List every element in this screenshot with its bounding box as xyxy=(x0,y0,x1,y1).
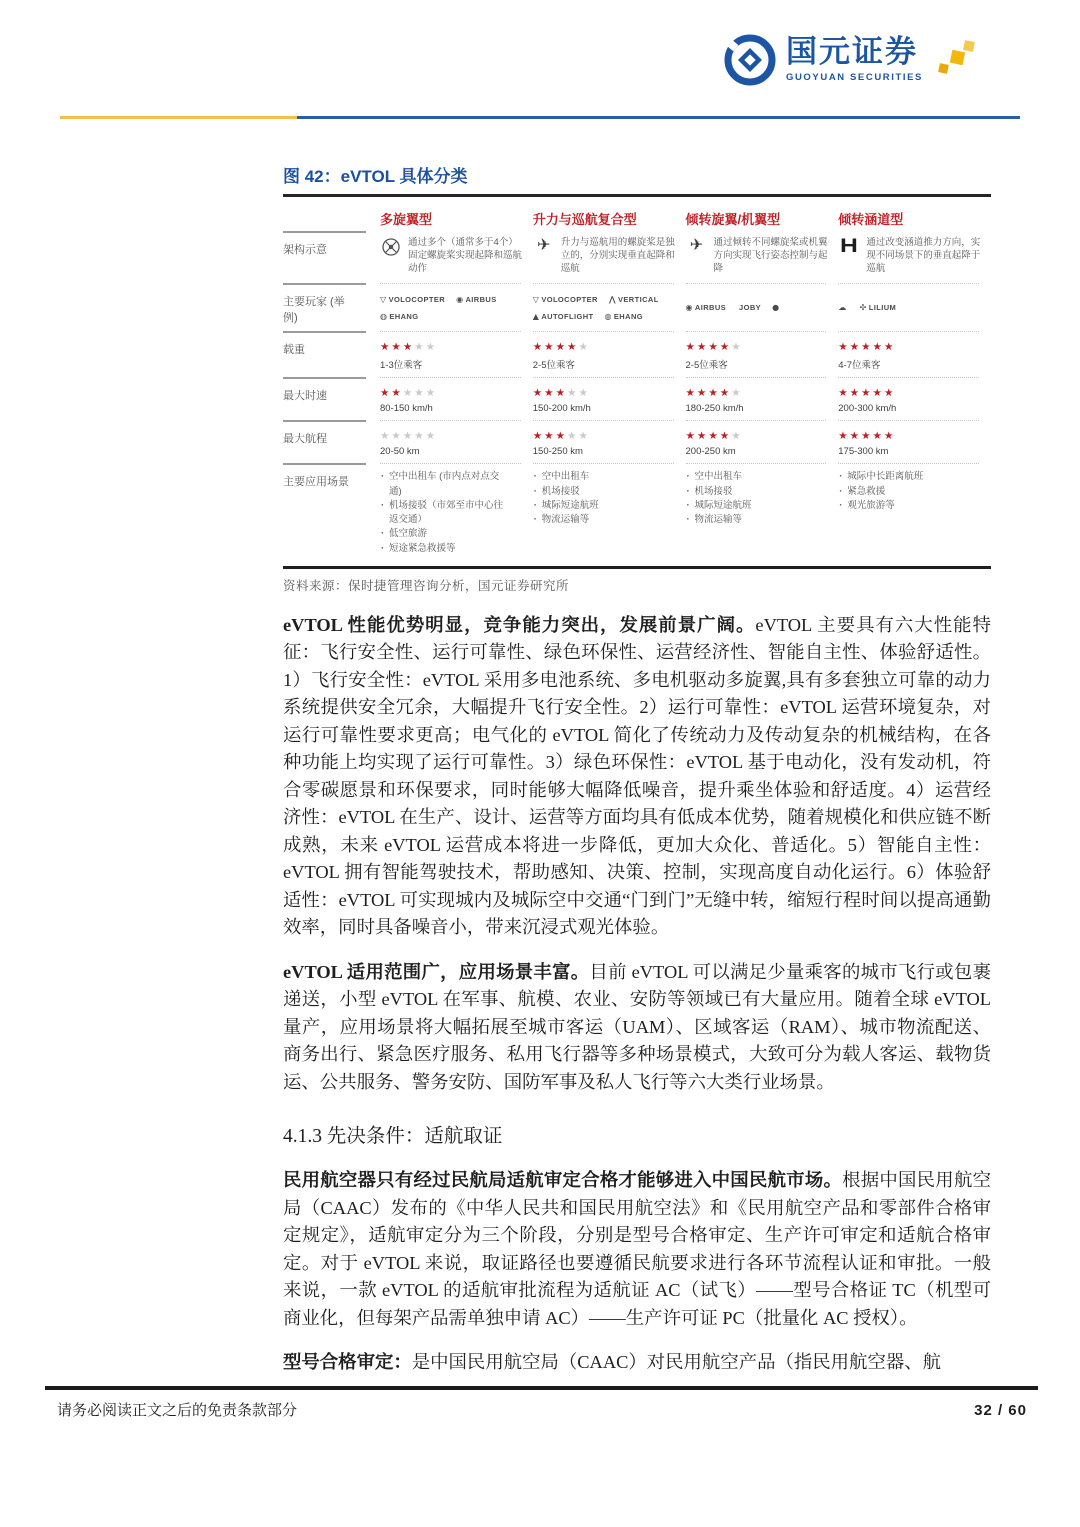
star-rating xyxy=(380,338,511,354)
header-divider xyxy=(60,116,1020,119)
scenario-item: · 机场接驳 xyxy=(686,485,817,499)
scenario-item: · 城际短途航班 xyxy=(686,499,817,513)
star-rating xyxy=(838,338,969,354)
scenario-item: · 短途紧急救援等 xyxy=(380,542,511,556)
star-icon: ★ xyxy=(544,341,556,354)
star-rating xyxy=(838,427,969,443)
architecture-cell xyxy=(380,231,533,283)
star-icon: ★ xyxy=(425,387,438,400)
star-icon: ★ xyxy=(544,387,556,400)
star-icon: ★ xyxy=(708,430,720,443)
player-logo-icon: ▲ xyxy=(532,311,540,321)
player-logo-label: VERTICAL xyxy=(617,295,659,305)
player-logo-icon: ◉ xyxy=(456,295,464,305)
scenario-item: · 空中出租车 xyxy=(533,470,664,484)
player-logo xyxy=(533,312,594,321)
player-logo-label: AIRBUS xyxy=(694,303,727,313)
player-logo xyxy=(838,303,848,312)
star-icon: ★ xyxy=(872,430,884,443)
star-icon: ★ xyxy=(532,430,545,443)
paragraph-lead: 民用航空器只有经过民航局适航审定合格才能够进入中国民航市场。 xyxy=(283,1170,843,1191)
row-label: 最大航程 xyxy=(283,420,366,463)
scenarios-cell xyxy=(380,463,521,564)
star-icon: ★ xyxy=(567,387,579,400)
brand-name-en: GUOYUAN SECURITIES xyxy=(785,72,923,83)
star-rating xyxy=(533,338,664,354)
page-number: 32 / 60 xyxy=(974,1402,1027,1419)
range-cell xyxy=(838,420,979,463)
star-icon: ★ xyxy=(425,341,438,354)
star-icon: ★ xyxy=(380,430,392,443)
player-logo xyxy=(456,295,497,304)
multirotor-icon xyxy=(380,237,402,261)
brand-name: 国元证券 xyxy=(785,34,918,70)
player-logo-label: AIRBUS xyxy=(465,295,497,305)
scenario-item: · 物流运输等 xyxy=(686,513,817,527)
scenario-item: · 物流运输等 xyxy=(533,513,664,527)
star-icon: ★ xyxy=(861,387,873,400)
column-header: 升力与巡航复合型 xyxy=(532,212,637,227)
player-logo xyxy=(737,303,761,312)
paragraph-text: 目前 eVTOL 可以满足少量乘客的城市飞行或包裹递送，小型 eVTOL 在军事、航模、农业、安防等领域已有大量应用。随着全球 eVTOL 量产，应用场景将大幅拓展至城市客运（UAM）、区域客运（RAM）、城市物流配送、商务出行、紧急医疗服务、私用飞行器等多种场景模式，大致可分为载人客运、载物货运、公共服务、警务安防、国防军事及私人飞行等六大类行业场景。 xyxy=(283,961,991,1092)
player-logo-icon: ✣ xyxy=(859,303,867,313)
player-logo-label: EHANG xyxy=(389,311,419,321)
player-logo-label: AUTOFLIGHT xyxy=(541,311,594,321)
row-label: 主要应用场景 xyxy=(283,463,366,564)
player-logo-label: VOLOCOPTER xyxy=(388,295,446,305)
star-icon: ★ xyxy=(391,430,403,443)
player-logo-icon: ◍ xyxy=(604,311,612,321)
scenario-item: · 空中出租车 (市内点对点交通) xyxy=(380,470,511,499)
player-logo xyxy=(605,312,643,321)
body-paragraph xyxy=(283,612,991,942)
scenario-item: · 机场接驳 xyxy=(533,485,664,499)
scenario-item: · 低空旅游 xyxy=(380,527,511,541)
report-content xyxy=(283,162,991,1394)
body-paragraph xyxy=(283,1349,991,1377)
figure-source: 资料来源：保时捷管理咨询分析，国元证券研究所 xyxy=(283,578,570,593)
paragraph-lead: eVTOL 性能优势明显，竞争能力突出，发展前景广阔。 xyxy=(283,614,756,635)
player-logo-icon: ▽ xyxy=(532,295,540,305)
brand-roundel-icon xyxy=(723,33,777,87)
star-icon: ★ xyxy=(380,341,392,354)
body-paragraph xyxy=(283,1167,991,1332)
star-icon: ★ xyxy=(696,387,709,400)
column-header: 倾转旋翼/机翼型 xyxy=(685,212,781,227)
speed-value: 200-300 km/h xyxy=(838,403,897,415)
star-icon: ★ xyxy=(719,387,732,400)
architecture-description: 升力与巡航用的螺旋桨是独立的，分别实现垂直起降和巡航 xyxy=(560,237,675,274)
range-value: 175-300 km xyxy=(838,446,889,458)
scenario-item: · 机场接驳（市郊至市中心往返交通） xyxy=(380,499,511,528)
player-logo-label: LILIUM xyxy=(868,303,897,313)
ducted-fan-icon: H xyxy=(840,236,859,257)
scenario-list xyxy=(533,470,664,527)
tilt-rotor-icon: ✈ xyxy=(689,235,704,254)
star-icon: ★ xyxy=(731,341,743,354)
player-logo-label: VOLOCOPTER xyxy=(541,295,598,305)
scenarios-cell xyxy=(838,463,979,564)
star-icon: ★ xyxy=(414,430,426,443)
scenario-item: · 城际短途航班 xyxy=(533,499,664,513)
payload-cell xyxy=(838,331,979,377)
player-logo-icon: ▽ xyxy=(380,295,387,305)
star-icon: ★ xyxy=(731,387,743,400)
lift-cruise-icon: ✈ xyxy=(537,235,551,254)
star-icon: ★ xyxy=(849,430,862,443)
payload-cell xyxy=(686,331,827,377)
star-icon: ★ xyxy=(872,341,884,354)
star-icon: ★ xyxy=(849,387,862,400)
star-icon: ★ xyxy=(883,387,896,400)
star-icon: ★ xyxy=(555,387,568,400)
star-icon: ★ xyxy=(838,341,850,354)
body-paragraph xyxy=(283,959,991,1097)
scenario-list xyxy=(380,470,511,556)
star-icon: ★ xyxy=(731,430,743,443)
star-icon: ★ xyxy=(380,387,392,400)
player-logo xyxy=(380,312,418,321)
star-icon: ★ xyxy=(555,341,568,354)
speed-cell xyxy=(380,377,521,420)
players-cell xyxy=(533,283,674,331)
player-logo-icon: ◍ xyxy=(380,311,388,321)
paragraph-text: 是中国民用航空局（CAAC）对民用航空产品（指民用航空器、航 xyxy=(411,1352,942,1373)
speed-value: 150-200 km/h xyxy=(532,403,591,415)
brand-logo xyxy=(723,33,976,87)
star-icon: ★ xyxy=(402,387,415,400)
row-label: 架构示意 xyxy=(283,231,366,283)
brand-name-block xyxy=(785,34,923,83)
scenarios-cell xyxy=(533,463,674,564)
range-value: 200-250 km xyxy=(685,446,736,458)
player-logo xyxy=(609,295,659,304)
star-icon: ★ xyxy=(555,430,568,443)
star-icon: ★ xyxy=(425,430,438,443)
star-rating xyxy=(380,384,511,400)
footer-divider xyxy=(45,1386,1038,1390)
star-icon: ★ xyxy=(883,341,896,354)
range-value: 20-50 km xyxy=(380,446,420,458)
range-cell xyxy=(380,420,521,463)
payload-value: 4-7位乘客 xyxy=(838,360,881,372)
star-icon: ★ xyxy=(391,341,403,354)
player-logo-label: EHANG xyxy=(613,311,643,321)
evtol-classification-table xyxy=(283,197,991,569)
scenario-item: · 紧急救援 xyxy=(838,485,969,499)
speed-value: 180-250 km/h xyxy=(685,403,744,415)
architecture-cell xyxy=(533,231,686,283)
player-logo-icon: ◉ xyxy=(685,303,693,313)
scenario-item: · 城际中长距离航班 xyxy=(838,470,969,484)
column-header: 多旋翼型 xyxy=(380,212,433,227)
star-icon: ★ xyxy=(578,387,590,400)
star-icon: ★ xyxy=(532,341,545,354)
player-logo xyxy=(772,303,781,312)
architecture-description: 通过改变涵道推力方向，实现不同场景下的垂直起降于巡航 xyxy=(866,237,981,274)
star-icon: ★ xyxy=(708,341,720,354)
star-icon: ★ xyxy=(861,341,873,354)
player-logo-icon: ● xyxy=(772,303,780,313)
architecture-description: 通过多个（通常多于4个）固定螺旋桨实现起降和巡航动作 xyxy=(408,237,523,274)
star-icon: ★ xyxy=(883,430,896,443)
star-icon: ★ xyxy=(719,341,732,354)
star-rating xyxy=(533,384,664,400)
star-icon: ★ xyxy=(578,341,590,354)
brand-sparkles-icon xyxy=(934,39,976,81)
range-cell xyxy=(533,420,674,463)
star-icon: ★ xyxy=(414,387,426,400)
section-heading: 4.1.3 先决条件：适航取证 xyxy=(283,1126,503,1148)
star-rating xyxy=(533,427,664,443)
star-icon: ★ xyxy=(414,341,426,354)
row-label: 最大时速 xyxy=(283,377,366,420)
star-icon: ★ xyxy=(838,387,850,400)
star-icon: ★ xyxy=(567,430,579,443)
player-logo xyxy=(686,303,727,312)
star-icon: ★ xyxy=(544,430,556,443)
page-footer xyxy=(57,1399,1027,1420)
architecture-cell xyxy=(838,231,991,283)
player-logo xyxy=(533,295,598,304)
speed-cell xyxy=(838,377,979,420)
payload-value: 1-3位乘客 xyxy=(380,360,423,372)
star-icon: ★ xyxy=(708,387,720,400)
star-icon: ★ xyxy=(685,341,697,354)
scenario-list xyxy=(838,470,969,513)
paragraph-text: eVTOL 主要具有六大性能特征：飞行安全性、运行可靠性、绿色环保性、运营经济性、智能自主性、体验舒适性。1）飞行安全性：eVTOL 采用多电池系统、多电机驱动多旋翼,具有多套独立可靠的动力系统提供安全冗余，大幅提升飞行安全性。2）运行可靠性：eVTOL 运营环境复杂，对运行可靠性要求更高；电气化的 eVTOL 简化了传统动力及传动复杂的机械结构，在各种功能上均实现了运行可靠性。3）绿色环保性：eVTOL 基于电动化，没有发动机，符合零碳愿景和环保要求，同时能够大幅降低噪音，提升乘坐体验和舒适度。4）运营经济性：eVTOL 在生产、设计、运营等方面均具有低成本优势，随着规模化和供应链不断成熟，未来 eVTOL 运营成本将进一步降低，更加大众化、普适化。5）智能自主性：eVTOL 拥有智能驾驶技术，帮助感知、决策、控制，实现高度自动化运行。6）体验舒适性：eVTOL 可实现城内及城际空中交通“门到门”无缝中转，缩短行程时间以提高通勤效率，同时具备噪音小，带来沉浸式观光体验。 xyxy=(283,614,991,938)
star-icon: ★ xyxy=(402,430,415,443)
architecture-cell xyxy=(686,231,839,283)
range-cell xyxy=(686,420,827,463)
payload-value: 2-5位乘客 xyxy=(532,360,575,372)
player-logo xyxy=(380,295,445,304)
star-icon: ★ xyxy=(567,341,579,354)
star-rating xyxy=(686,338,817,354)
range-value: 150-250 km xyxy=(532,446,583,458)
star-icon: ★ xyxy=(696,341,709,354)
scenario-item: · 空中出租车 xyxy=(686,470,817,484)
star-icon: ★ xyxy=(685,387,697,400)
player-logo-icon: ⋀ xyxy=(608,295,616,305)
star-rating xyxy=(838,384,969,400)
architecture-description: 通过倾转不同螺旋桨或机翼方向实现飞行姿态控制与起降 xyxy=(713,237,828,274)
speed-value: 80-150 km/h xyxy=(380,403,433,415)
star-icon: ★ xyxy=(872,387,884,400)
star-rating xyxy=(380,427,511,443)
players-cell xyxy=(380,283,521,331)
table-corner xyxy=(283,197,380,231)
star-rating xyxy=(686,384,817,400)
speed-cell xyxy=(533,377,674,420)
star-icon: ★ xyxy=(578,430,590,443)
star-icon: ★ xyxy=(838,430,850,443)
star-icon: ★ xyxy=(391,387,403,400)
body-text xyxy=(283,612,991,1377)
star-icon: ★ xyxy=(849,341,862,354)
star-icon: ★ xyxy=(861,430,873,443)
paragraph-lead: 型号合格审定： xyxy=(283,1352,412,1373)
players-cell xyxy=(838,283,979,331)
star-icon: ★ xyxy=(402,341,415,354)
star-rating xyxy=(686,427,817,443)
player-logo xyxy=(860,303,897,312)
speed-cell xyxy=(686,377,827,420)
row-label: 载重 xyxy=(283,331,366,377)
row-label: 主要玩家 (举例) xyxy=(283,283,366,331)
figure-title: 图 42：eVTOL 具体分类 xyxy=(283,162,991,197)
player-logo-icon: ☁ xyxy=(838,303,847,313)
scenarios-cell xyxy=(686,463,827,564)
scenario-list xyxy=(686,470,817,527)
paragraph-text: 根据中国民用航空局（CAAC）发布的《中华人民共和国民用航空法》和《民用航空产品和零部件合格审定规定》，适航审定分为三个阶段，分别是型号合格审定、生产许可审定和适航合格审定。对于 eVTOL 来说，取证路径也要遵循民航要求进行各环节流程认证和审批。一般来说，一款 eVTOL 的适航审批流程为适航证 AC（试飞）——型号合格证 TC（机型可商业化，但每架产品需单独申请 AC）——生产许可证 PC（批量化 AC 授权）。 xyxy=(283,1170,991,1328)
footer-disclaimer: 请务必阅读正文之后的免责条款部分 xyxy=(57,1403,298,1419)
payload-value: 2-5位乘客 xyxy=(685,360,728,372)
payload-cell xyxy=(380,331,521,377)
player-logo-label: JOBY xyxy=(739,303,762,313)
star-icon: ★ xyxy=(719,430,732,443)
players-cell xyxy=(686,283,827,331)
star-icon: ★ xyxy=(685,430,697,443)
payload-cell xyxy=(533,331,674,377)
scenario-item: · 观光旅游等 xyxy=(838,499,969,513)
star-icon: ★ xyxy=(696,430,709,443)
column-header: 倾转涵道型 xyxy=(838,212,904,227)
star-icon: ★ xyxy=(532,387,545,400)
paragraph-lead: eVTOL 适用范围广，应用场景丰富。 xyxy=(283,961,590,982)
